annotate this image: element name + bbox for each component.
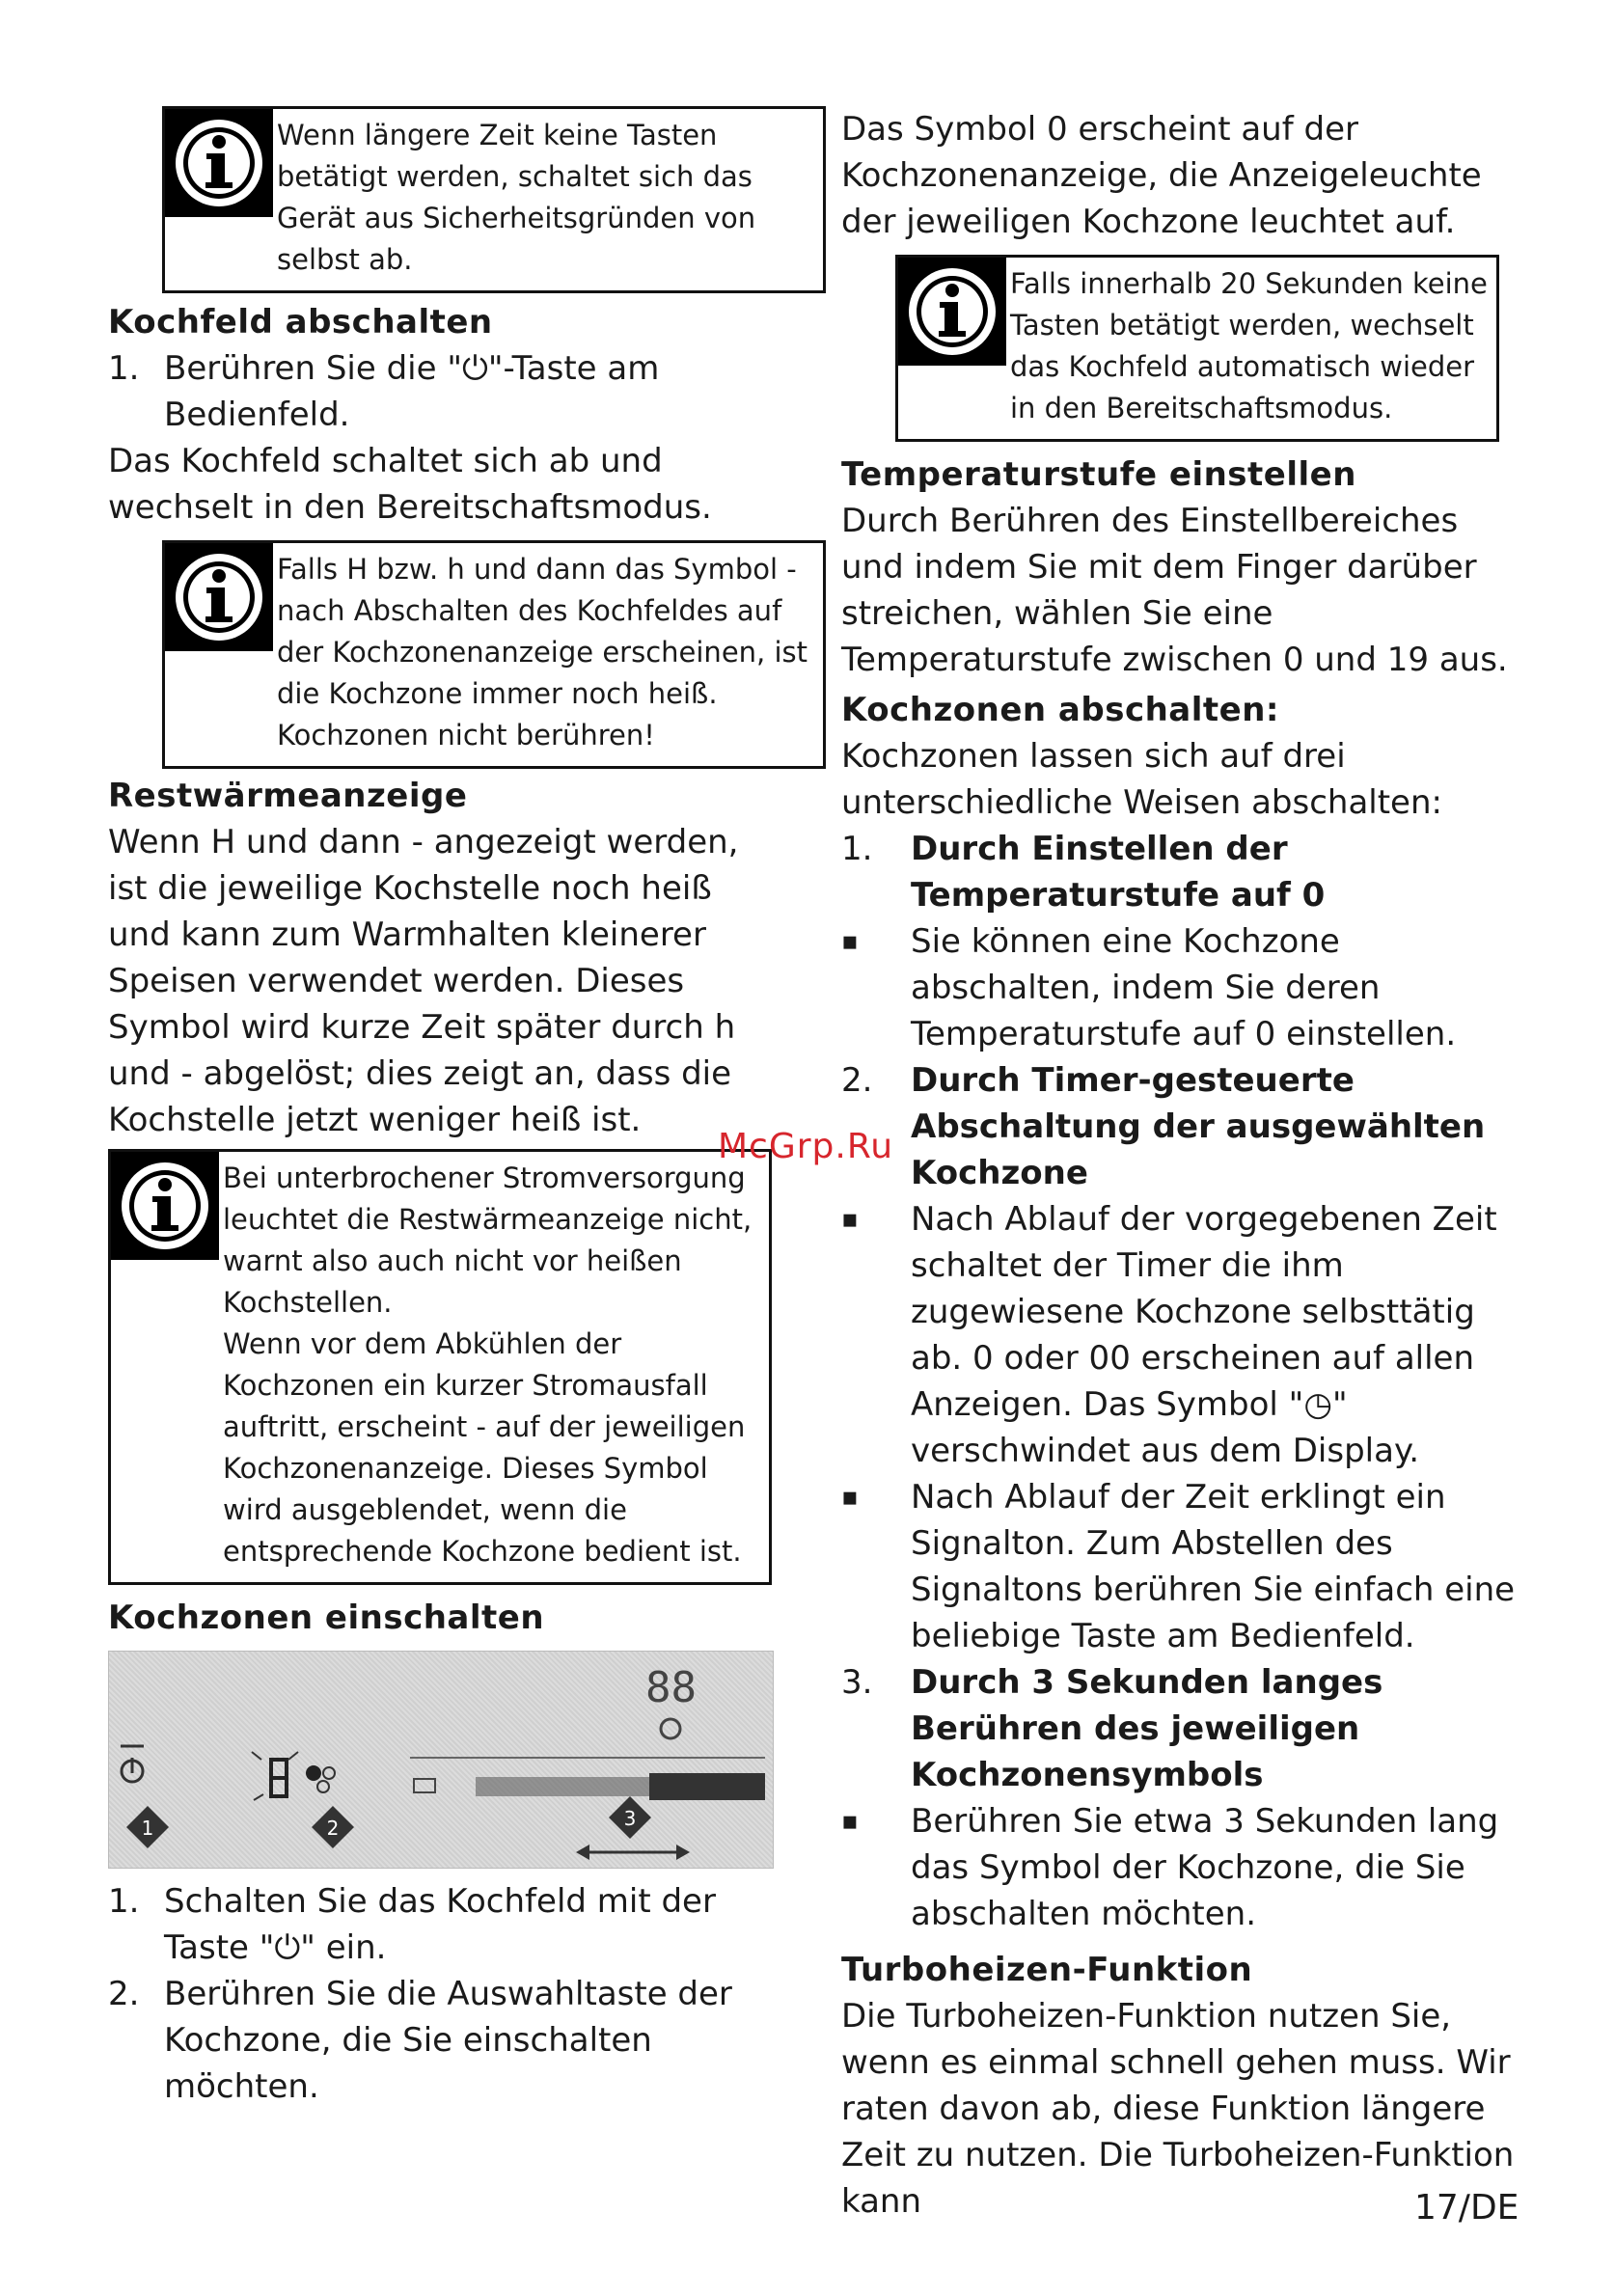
info-icon (165, 109, 273, 217)
bullet-text: Berühren Sie etwa 3 Sekunden lang das Symbol der Kochzone, die Sie abschalten möchten. (911, 1802, 1499, 1933)
info-text (219, 1152, 769, 1582)
bullet-text: Nach Ablauf der Zeit erklingt ein Signalton. Zum Abstellen des Signaltons berühren Sie einfach eine beliebige Taste am Bedienfeld. (911, 1478, 1516, 1655)
paragraph: Durch Berühren des Einstellbereiches und indem Sie mit dem Finger darüber streichen, wählen Sie eine Temperaturstufe zwischen 0 und 19 aus. (841, 502, 1508, 679)
heading-turboheizen: Turboheizen-Funktion (841, 1951, 1253, 1989)
timer-icon (661, 1719, 680, 1738)
heading-kochzonen-abschalten: Kochzonen abschalten: (841, 691, 1280, 729)
bullet-text: Sie können eine Kochzone abschalten, indem Sie deren Temperaturstufe auf 0 einstellen. (911, 922, 1457, 1053)
info-box-hot-zone (162, 540, 826, 769)
list-number: 1. (108, 1882, 140, 1921)
paragraph: Das Kochfeld schaltet sich ab und wechselt in den Bereitschaftsmodus. (108, 442, 712, 527)
method-item (841, 826, 1517, 918)
badge-number: 3 (623, 1807, 637, 1830)
method-title: Durch 3 Sekunden langes Berühren des jeweiligen Kochzonensymbols (911, 1663, 1383, 1794)
list-number: 1. (841, 830, 873, 868)
bullet-icon: ▪ (841, 1807, 859, 1836)
info-icon (898, 258, 1006, 366)
finger-badge-1 (126, 1806, 169, 1848)
info-icon (111, 1152, 219, 1260)
finger-badge-3 (609, 1796, 651, 1839)
list-text: Berühren Sie die Auswahltaste der Kochzone, die Sie einschalten möchten. (164, 1975, 732, 2106)
method-item (841, 1057, 1517, 1196)
info-box-power-failure (108, 1149, 772, 1585)
paragraph: Wenn H und dann - angezeigt werden, ist die jeweilige Kochstelle noch heiß und kann zum Warmhalten kleinerer Speisen verwendet werden. Dieses Symbol wird kurze Zeit später durch h und - abgelöst; dies zeigt an, dass die Kochstelle jetzt weniger heiß ist. (108, 823, 739, 1139)
info-text: Falls innerhalb 20 Sekunden keine Tasten betätigt werden, wechselt das Kochfeld automatisch wieder in den Bereitschaftsmodus. (1010, 267, 1488, 424)
heading-temperaturstufe: Temperaturstufe einstellen (841, 455, 1356, 494)
info-box-standby (895, 255, 1499, 442)
bullet-text: Nach Ablauf der vorgegebenen Zeit schaltet der Timer die ihm zugewiesene Kochzone selbsttätig ab. 0 oder 00 erscheinen auf allen Anzeigen. Das Symbol "◷" verschwindet aus dem Display. (911, 1200, 1497, 1470)
bullet-item (841, 1196, 1517, 1474)
paragraph: Die Turboheizen-Funktion nutzen Sie, wenn es einmal schnell gehen muss. Wir raten davon ab, diese Funktion längere Zeit zu nutzen. Die Turboheizen-Funktion kann (841, 1997, 1515, 2221)
info-box-auto-off (162, 106, 826, 293)
info-paragraph: Bei unterbrochener Stromversorgung leuchtet die Restwärmeanzeige nicht, warnt also auch nicht vor heißen Kochstellen. (223, 1162, 753, 1319)
panel-drawing (109, 1652, 773, 1868)
paragraph: Das Symbol 0 erscheint auf der Kochzonenanzeige, die Anzeigeleuchte der jeweiligen Kochzone leuchtet auf. (841, 110, 1482, 241)
list-number: 1. (108, 349, 140, 388)
watermark: McGrp.Ru (718, 1127, 894, 1166)
list-number: 3. (841, 1663, 873, 1702)
info-text: Falls H bzw. h und dann das Symbol - nach Abschalten des Kochfeldes auf der Kochzonenanzeige erscheinen, ist die Kochzone immer noch heiß. Kochzonen nicht berühren! (277, 553, 808, 752)
finger-badge-2 (312, 1806, 354, 1848)
list-text: Schalten Sie das Kochfeld mit der Taste "⏻" ein. (164, 1882, 716, 1967)
heading-kochzonen-einschalten: Kochzonen einschalten (108, 1599, 545, 1637)
heading-kochfeld-abschalten: Kochfeld abschalten (108, 303, 493, 342)
method-title: Durch Einstellen der Temperaturstufe auf 0 (911, 830, 1326, 915)
bullet-item (841, 1798, 1517, 1937)
paragraph: Kochzonen lassen sich auf drei unterschiedliche Weisen abschalten: (841, 737, 1442, 822)
page-number: 17/DE (1414, 2188, 1519, 2228)
bullet-icon: ▪ (841, 1205, 859, 1234)
info-paragraph: Wenn vor dem Abkühlen der Kochzonen ein kurzer Stromausfall auftritt, erscheint - auf der jeweiligen Kochzonenanzeige. Dieses Symbol wird ausgeblendet, wenn die entsprechende Kochzone bedient ist. (223, 1327, 746, 1568)
bullet-icon: ▪ (841, 927, 859, 956)
info-text: Wenn längere Zeit keine Tasten betätigt werden, schaltet sich das Gerät aus Sicherheitsgründen von selbst ab. (277, 119, 756, 276)
list-item (108, 345, 774, 438)
list-number: 2. (108, 1975, 140, 2013)
bullet-icon: ▪ (841, 1483, 859, 1512)
list-text: Berühren Sie die "⏻"-Taste am Bedienfeld. (164, 349, 660, 434)
badge-number: 2 (326, 1817, 340, 1840)
method-title: Durch Timer-gesteuerte Abschaltung der ausgewählten Kochzone (911, 1061, 1486, 1192)
bullet-item (841, 918, 1517, 1057)
method-item (841, 1659, 1517, 1798)
heading-restwaermeanzeige: Restwärmeanzeige (108, 777, 468, 815)
list-item (108, 1971, 774, 2110)
list-number: 2. (841, 1061, 873, 1100)
bullet-item (841, 1474, 1517, 1659)
list-item (108, 1878, 774, 1971)
badge-number: 1 (141, 1817, 154, 1840)
control-panel-illustration (108, 1651, 774, 1869)
booster-icon (414, 1779, 435, 1792)
right-column (841, 106, 1517, 2225)
info-icon (165, 543, 273, 651)
timer-display: 88 (645, 1663, 697, 1712)
